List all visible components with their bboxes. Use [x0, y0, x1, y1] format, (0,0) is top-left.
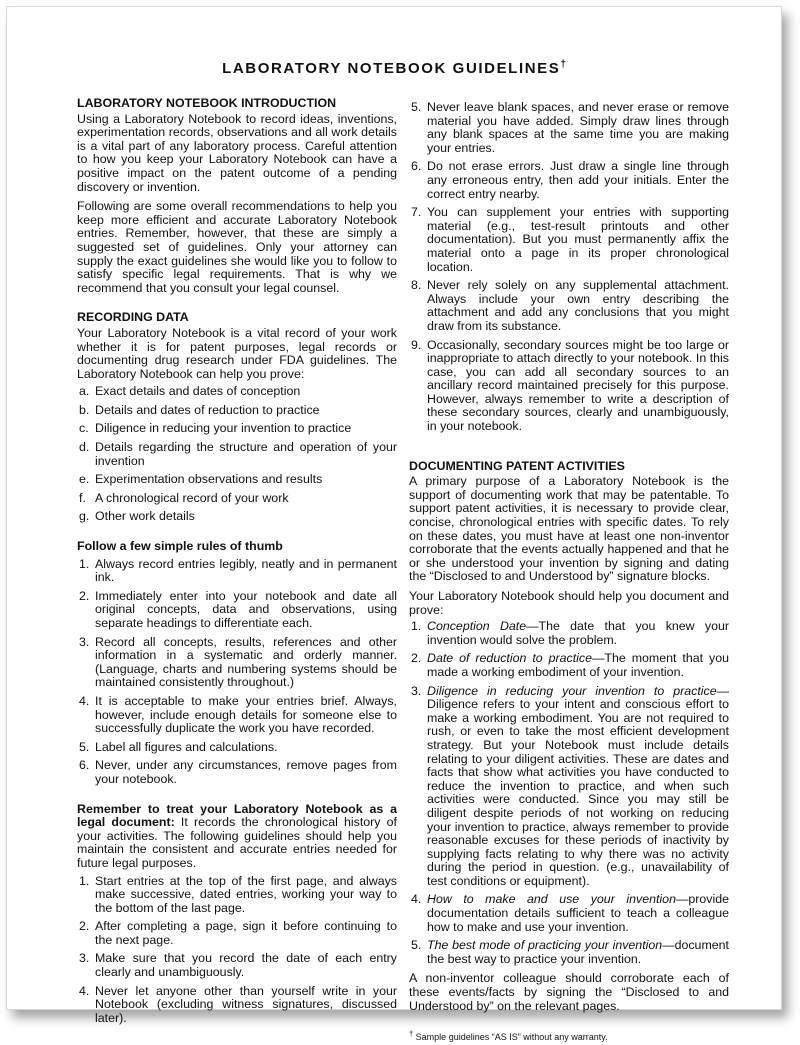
list-item: 5. The best mode of practicing your invention—document the best way to practice your invention. [411, 938, 729, 966]
list-item: c. Diligence in reducing your invention to practice [79, 421, 352, 436]
footnote-dagger: † [409, 1029, 414, 1039]
legal-intro-text: It records the chronological history of your activities. The following guidelines should help you maintain the consistent and accurate entries needed for future legal purposes. [77, 815, 397, 870]
list-item: 1. Conception Date—The date that you knew your invention would solve the problem. [411, 619, 729, 647]
list-item: a. Exact details and dates of conception [79, 384, 301, 399]
list-item: 5. Never leave blank spaces, and never erase or remove material you have added. Simply draw lines through any blank spaces at the same time you are making your entries. [411, 100, 729, 155]
legal-list-part-1 [77, 875, 397, 1026]
list-item: 3. Diligence in reducing your invention to practice—Diligence refers to your intent and conscious effort to make a working embodiment. You are not required to rush, or even to take the most efficient development strategy. But your Notebook must include details relating to your diligent activities. These are dates and facts that show what activities you have conducted to reduce the invention to practice, and when such activities were conducted. Since you may still be diligent despite periods of not working on reducing your invention to practice, always remember to provide reasonable excuses for these periods of inactivity by supplying facts relating to why there was no activity during the period in question. (e.g., unavailability of test conditions or equipment). [411, 683, 729, 888]
list-item: 4. How to make and use your invention—provide documentation details sufficient to teach a colleague how to make and use your invention. [411, 892, 729, 934]
patent-heading: DOCUMENTING PATENT ACTIVITIES [409, 458, 625, 473]
recording-list [77, 385, 397, 524]
list-item: g. Other work details [79, 509, 195, 524]
list-item: 3. Record all concepts, results, references and other information in a systematic and orderly manner. (Language, charts and numbering systems should be maintained consistently throughout.) [79, 634, 397, 690]
intro-paragraph-2: Following are some overall recommendations to help you keep more efficient and accurate Laboratory Notebook entries. Remember, however, that these are simply a suggested set of guidelines. Only your attorney can supply the exact guidelines she would like you to follow to satisfy specific legal requirements. That is why we recommend that you consult your legal counsel. [77, 199, 397, 295]
document-page [6, 6, 782, 1043]
intro-heading: LABORATORY NOTEBOOK INTRODUCTION [77, 96, 337, 110]
title-text: LABORATORY NOTEBOOK GUIDELINES [222, 60, 561, 77]
list-item: 7. You can supplement your entries with supporting material (e.g., test-result printouts and other documentation). But you must permanently affix the material onto a page in its proper chronological location. [411, 205, 729, 274]
list-item: 4. It is acceptable to make your entries brief. Always, however, include enough details for someone else to successfully duplicate the work you have recorded. [79, 693, 397, 736]
right-column [409, 101, 729, 1045]
list-item: 3. Make sure that you record the date of each entry clearly and unambiguously. [79, 951, 397, 980]
legal-heading: Remember to treat your Laboratory Notebook as a legal document: [77, 801, 397, 830]
recording-heading: RECORDING DATA [77, 310, 189, 325]
list-item: 8. Never rely solely on any supplemental attachment. Always include your own entry describing the attachment and add any conclusions that you might draw from its substance. [411, 278, 729, 333]
rules-heading: Follow a few simple rules of thumb [77, 539, 283, 554]
page-title [7, 59, 781, 77]
list-item: 6. Never, under any circumstances, remove pages from your notebook. [79, 758, 397, 786]
footnote-text: Sample guidelines “AS IS” without any warranty. [413, 1032, 608, 1043]
list-item: 9. Occasionally, secondary sources might be too large or inappropriate to attach directly to your notebook. In this case, you can add all secondary sources to an ancillary record maintained precisely for this purpose. However, always remember to write a description of these secondary sources, clearly and unambiguously, in your notebook. [411, 337, 729, 434]
patent-paragraph-1: A primary purpose of a Laboratory Notebook is the support of documenting work that may be patentable. To support patent activities, it is necessary to provide clear, concise, chronological entries with specific dates. To rely on these dates, you must have at least one non-inventor corroborate that the events actually happened and that he or she understood your invention by signing and dating the “Disclosed to and Understood by” signature blocks. [409, 474, 729, 584]
legal-intro [77, 803, 397, 871]
list-item: d. Details regarding the structure and operation of your invention [79, 440, 397, 468]
intro-paragraph-1: Using a Laboratory Notebook to record ideas, inventions, experimentation records, observations and all work details is a vital part of any laboratory process. Careful attention to how you keep your Laboratory Notebook can have a positive impact on the patent outcome of a pending discovery or invention. [77, 111, 397, 194]
list-item: f. A chronological record of your work [79, 490, 289, 505]
list-item: 6. Do not erase errors. Just draw a single line through any erroneous entry, then add your initials. Enter the correct entry nearby. [411, 159, 729, 201]
recording-paragraph: Your Laboratory Notebook is a vital record of your work whether it is for patent purposes, legal records or documenting drug research under FDA guidelines. The Laboratory Notebook can help you prove: [77, 325, 397, 381]
patent-paragraph-3: A non-inventor colleague should corroborate each of these events/facts by signing the “Disclosed to and Understood by” on the relevant pages. [409, 971, 729, 1013]
legal-list-part-2 [409, 101, 729, 434]
left-column [77, 97, 397, 1031]
list-item: 1. Start entries at the top of the first page, and always make successive, dated entries, working your way to the bottom of the last page. [79, 873, 397, 915]
list-item: 4. Never let anyone other than yourself write in your Notebook (excluding witness signatures, discussed later). [79, 983, 397, 1025]
patent-paragraph-2: Your Laboratory Notebook should help you document and prove: [409, 589, 729, 617]
list-item: b. Details and dates of reduction to practice [79, 402, 320, 417]
list-item: 1. Always record entries legibly, neatly and in permanent ink. [79, 556, 397, 585]
list-item: 2. After completing a page, sign it before continuing to the next page. [79, 919, 397, 947]
list-item: 5. Label all figures and calculations. [79, 739, 278, 754]
list-item: e. Experimentation observations and results [79, 472, 323, 487]
list-item: 2. Date of reduction to practice—The moment that you made a working embodiment of your invention. [411, 651, 729, 679]
title-dagger: † [560, 59, 566, 70]
list-item: 2. Immediately enter into your notebook and date all original concepts, data and observations, using separate headings to differentiate each. [79, 588, 397, 630]
footnote [409, 1027, 729, 1045]
patent-list [409, 620, 729, 966]
rules-list [77, 558, 397, 787]
